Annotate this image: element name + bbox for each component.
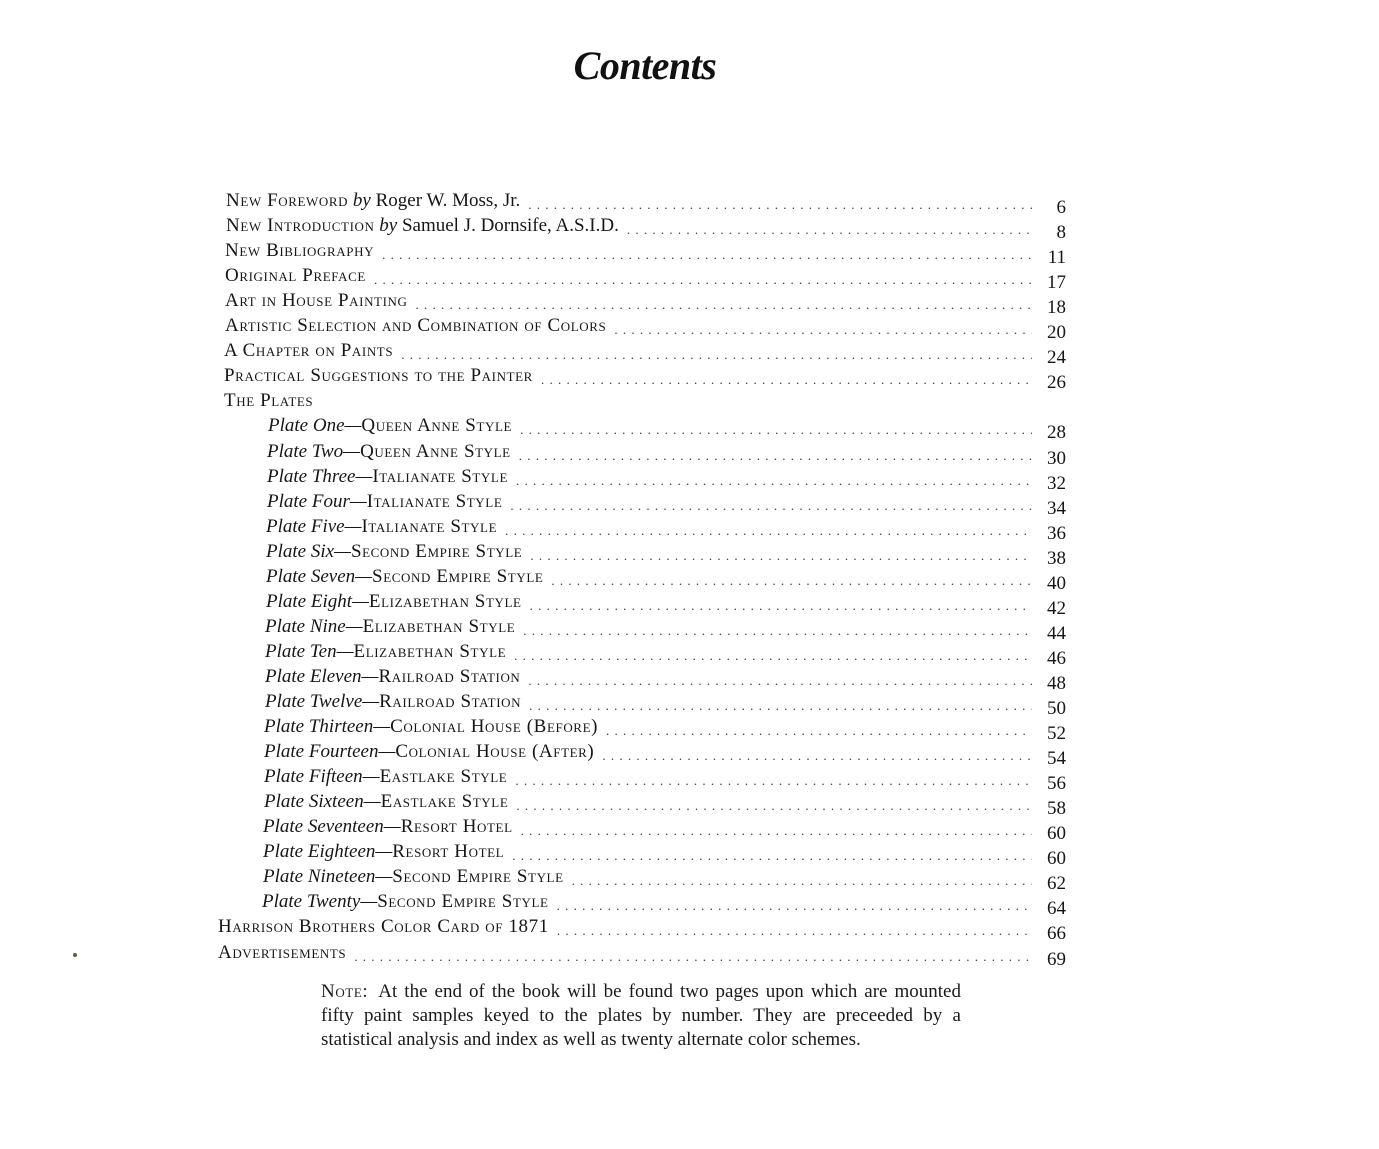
toc-entry-title xyxy=(267,439,519,464)
toc-entry-title-part: Plate Eleven— xyxy=(265,666,379,687)
toc-entry-title-part: Advertisements xyxy=(218,942,347,963)
toc-entry-title-part: Italianate Style xyxy=(366,491,503,512)
toc-page-number: 44 xyxy=(1047,623,1066,644)
toc-entry-title xyxy=(263,814,521,839)
toc-entry-title xyxy=(218,940,354,965)
toc-entry-title xyxy=(266,589,530,614)
toc-entry-title-part: Colonial House (After) xyxy=(395,741,595,762)
toc-page-number: 52 xyxy=(1047,723,1066,744)
toc-page-number: 26 xyxy=(1047,372,1066,393)
toc-entry-title xyxy=(218,914,557,939)
toc-page-number: 69 xyxy=(1047,949,1066,970)
toc-plate-entry xyxy=(265,664,1066,694)
toc-entry-title-part: Second Empire Style xyxy=(377,891,549,912)
toc-entry-title-part: Eastlake Style xyxy=(379,766,508,787)
toc-entry-title xyxy=(265,689,529,714)
toc-entry-title xyxy=(267,489,510,514)
toc-page-number: 64 xyxy=(1047,898,1066,919)
toc-page-number: 60 xyxy=(1047,823,1066,844)
toc-plate-entry xyxy=(266,539,1066,569)
toc-entry-title xyxy=(266,564,551,589)
toc-page-number: 66 xyxy=(1047,923,1066,944)
toc-entry-title-part: Roger W. Moss, Jr. xyxy=(375,190,521,211)
toc-page-number: 24 xyxy=(1047,347,1066,368)
toc-entry-title xyxy=(224,338,401,363)
toc-entry-title-part: Plate Nine— xyxy=(265,616,363,637)
toc-entry-title-part: Plate One— xyxy=(268,415,362,436)
toc-entry-title-part: Plate Four— xyxy=(267,491,367,512)
toc-entry-title-part: Plate Eighteen— xyxy=(263,841,393,862)
toc-entry-title xyxy=(265,639,514,664)
paper-speck xyxy=(73,953,77,957)
toc-entry-title-part: The Plates xyxy=(224,390,314,411)
toc-entry-title-part: Plate Six— xyxy=(266,541,351,562)
toc-plate-entry xyxy=(265,614,1066,644)
toc-page-number: 34 xyxy=(1047,498,1066,519)
toc-entry xyxy=(218,914,1066,944)
toc-entry-title-part: Plate Eight— xyxy=(266,591,369,612)
toc-entry-title-part: Railroad Station xyxy=(379,691,522,712)
toc-entry-title-part: New Bibliography xyxy=(225,240,375,261)
toc-entry-title-part: by xyxy=(374,215,402,236)
toc-entry-title xyxy=(264,789,516,814)
toc-section-heading xyxy=(224,388,1066,413)
toc-entry-title xyxy=(266,539,530,564)
toc-entry-title-part: Plate Thirteen— xyxy=(264,716,391,737)
toc-entry-title xyxy=(268,413,520,438)
toc-entry-title xyxy=(225,263,374,288)
toc-page-number: 32 xyxy=(1047,473,1066,494)
note-label: Note: xyxy=(321,981,369,1002)
toc-entry-title-part: Second Empire Style xyxy=(350,541,523,562)
toc-plate-entry xyxy=(267,464,1066,494)
toc-entry-title-part: Plate Sixteen— xyxy=(264,791,381,812)
page-title: Contents xyxy=(573,43,717,88)
note-text: At the end of the book will be found two pages upon which are mounted fifty paint samples keyed to the plates by number. They are preceeded by a statistical analysis and index as well as twenty alternate color schemes. xyxy=(321,981,961,1050)
toc-plate-entry xyxy=(264,789,1066,819)
toc-page-number: 46 xyxy=(1047,648,1066,669)
toc-entry-title-part: New Foreword xyxy=(226,190,349,211)
toc-plate-entry xyxy=(266,589,1066,619)
toc-plate-entry xyxy=(267,489,1066,519)
toc-plate-entry xyxy=(266,514,1066,544)
toc-entry-title xyxy=(266,514,505,539)
toc-page-number: 8 xyxy=(1056,222,1066,243)
toc-entry-title-part: Queen Anne Style xyxy=(360,441,511,462)
toc-page-number: 18 xyxy=(1047,297,1066,318)
toc-page-number: 38 xyxy=(1047,548,1066,569)
toc-page-number: 6 xyxy=(1056,197,1066,218)
toc-entry-title-part: Plate Ten— xyxy=(265,641,354,662)
toc-entry-title-part: Railroad Station xyxy=(378,666,521,687)
toc-entry-title-part: New Introduction xyxy=(226,215,375,236)
toc-entry-title xyxy=(225,313,614,338)
toc-plate-entry xyxy=(264,764,1066,794)
toc-plate-entry xyxy=(265,689,1066,719)
toc-entry-title-part: Plate Three— xyxy=(267,466,373,487)
toc-page-number: 62 xyxy=(1047,873,1066,894)
toc-entry-title-part: Original Preface xyxy=(225,265,366,286)
toc-entry xyxy=(224,363,1066,393)
toc-plate-entry xyxy=(264,739,1066,769)
toc-entry-title xyxy=(263,864,572,889)
toc-entry-title-part: Italianate Style xyxy=(372,466,508,487)
toc-entry-title-part: Plate Nineteen— xyxy=(263,866,393,887)
toc-entry-title xyxy=(226,188,528,213)
toc-plate-entry xyxy=(265,639,1066,669)
toc-page-number: 50 xyxy=(1047,698,1066,719)
dot-leader xyxy=(354,944,1032,969)
toc-plate-entry xyxy=(263,814,1066,844)
toc-entry xyxy=(225,313,1066,343)
toc-plate-entry xyxy=(266,564,1066,594)
toc-entry-title xyxy=(267,464,516,489)
toc-entry-title-part: Italianate Style xyxy=(361,516,498,537)
toc-entry xyxy=(224,338,1066,368)
toc-entry-title-part: Plate Two— xyxy=(267,441,361,462)
toc-entry-title-part: Plate Five— xyxy=(266,516,362,537)
toc-entry-title xyxy=(226,213,627,238)
note-paragraph xyxy=(321,980,961,1052)
toc-entry-title-part: Resort Hotel xyxy=(392,841,505,862)
toc-entry-title-part: Eastlake Style xyxy=(380,791,509,812)
toc-page-number: 20 xyxy=(1047,322,1066,343)
toc-entry-title xyxy=(264,714,606,739)
toc-entry xyxy=(218,940,1066,970)
toc-entry-title xyxy=(225,288,416,313)
toc-entry-title xyxy=(224,363,541,388)
toc-plate-entry xyxy=(263,864,1066,894)
toc-plate-entry xyxy=(263,839,1066,869)
toc-entry-title-part: Plate Twelve— xyxy=(265,691,380,712)
toc-entry-title xyxy=(265,614,523,639)
toc-entry-title-part: Resort Hotel xyxy=(400,816,513,837)
toc-plate-entry xyxy=(268,413,1066,443)
toc-entry-title-part: Plate Seven— xyxy=(266,566,373,587)
toc-entry-title xyxy=(225,238,382,263)
toc-page-number: 28 xyxy=(1047,422,1066,443)
toc-entry xyxy=(226,213,1066,243)
toc-entry-title xyxy=(262,889,557,914)
toc-entry xyxy=(225,238,1066,268)
toc-entry-title-part: by xyxy=(348,190,376,211)
toc-entry-title-part: Plate Fourteen— xyxy=(264,741,396,762)
toc-page-number: 48 xyxy=(1047,673,1066,694)
toc-entry-title-part: Plate Fifteen— xyxy=(264,766,380,787)
toc-entry xyxy=(225,288,1066,318)
toc-entry-title-part: Elizabethan Style xyxy=(362,616,516,637)
toc-entry-title xyxy=(264,764,515,789)
toc-page-number: 40 xyxy=(1047,573,1066,594)
toc-entry-title-part: A Chapter on Paints xyxy=(224,340,394,361)
toc-entry-title-part: Second Empire Style xyxy=(392,866,564,887)
toc-page-number: 54 xyxy=(1047,748,1066,769)
toc-entry xyxy=(225,263,1066,293)
toc-page-number: 58 xyxy=(1047,798,1066,819)
toc-entry-title-part: Samuel J. Dornsife, A.S.I.D. xyxy=(401,215,619,236)
toc-page-number: 17 xyxy=(1047,272,1066,293)
toc-page-number: 56 xyxy=(1047,773,1066,794)
toc-entry-title xyxy=(263,839,512,864)
toc-entry-title xyxy=(264,739,602,764)
toc-entry-title-part: Elizabethan Style xyxy=(353,641,507,662)
toc-entry-title-part: Colonial House (Before) xyxy=(390,716,599,737)
toc-entry-title xyxy=(265,664,528,689)
toc-entry-title-part: Second Empire Style xyxy=(372,566,544,587)
toc-entry-title xyxy=(224,388,321,413)
toc-entry xyxy=(226,188,1066,218)
toc-plate-entry xyxy=(267,439,1066,469)
toc-entry-title-part: Practical Suggestions to the Painter xyxy=(224,365,533,386)
toc-entry-title-part: Plate Seventeen— xyxy=(263,816,401,837)
toc-plate-entry xyxy=(262,889,1066,919)
toc-entry-title-part: Art in House Painting xyxy=(225,290,408,311)
toc-page-number: 30 xyxy=(1047,448,1066,469)
toc-plate-entry xyxy=(264,714,1066,744)
toc-entry-title-part: Artistic Selection and Combination of Colors xyxy=(225,315,607,336)
toc-entry-title-part: Queen Anne Style xyxy=(361,415,513,436)
toc-entry-title-part: Harrison Brothers Color Card of 1871 xyxy=(218,916,549,937)
toc-page-number: 42 xyxy=(1047,598,1066,619)
toc-entry-title-part: Plate Twenty— xyxy=(262,891,378,912)
toc-entry-title-part: Elizabethan Style xyxy=(368,591,522,612)
toc-page-number: 36 xyxy=(1047,523,1066,544)
toc-page-number: 11 xyxy=(1047,247,1066,268)
toc-page-number: 60 xyxy=(1047,848,1066,869)
